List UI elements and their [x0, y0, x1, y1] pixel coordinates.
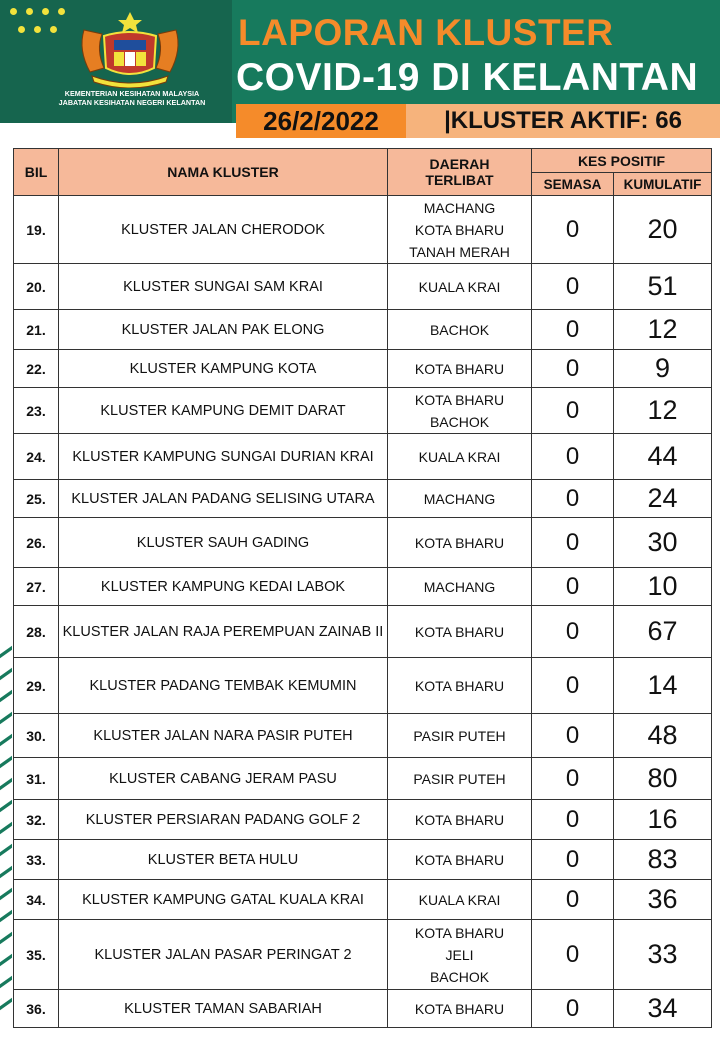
row-number: 35.	[14, 920, 59, 990]
cumulative-cases: 36	[614, 880, 712, 920]
table-row	[14, 758, 712, 800]
row-number: 27.	[14, 568, 59, 606]
current-cases: 0	[532, 310, 614, 350]
district-name: BACHOK	[429, 321, 490, 338]
cluster-name: KLUSTER KAMPUNG GATAL KUALA KRAI	[59, 880, 388, 920]
active-cluster-count: |KLUSTER AKTIF: 66	[406, 104, 720, 138]
current-cases: 0	[532, 658, 614, 714]
district-cell	[388, 434, 532, 480]
cluster-name: KLUSTER PERSIARAN PADANG GOLF 2	[59, 800, 388, 840]
current-cases: 0	[532, 518, 614, 568]
cluster-name: KLUSTER BETA HULU	[59, 840, 388, 880]
district-cell	[388, 606, 532, 658]
district-name: KOTA BHARU	[414, 1000, 505, 1017]
cluster-name: KLUSTER KAMPUNG DEMIT DARAT	[59, 388, 388, 434]
cluster-name: KLUSTER PADANG TEMBAK KEMUMIN	[59, 658, 388, 714]
cluster-name: KLUSTER KAMPUNG SUNGAI DURIAN KRAI	[59, 434, 388, 480]
current-cases: 0	[532, 758, 614, 800]
district-name: JELI	[445, 946, 474, 963]
cluster-name: KLUSTER JALAN NARA PASIR PUTEH	[59, 714, 388, 758]
table-body	[14, 196, 712, 1028]
row-number: 30.	[14, 714, 59, 758]
current-cases: 0	[532, 920, 614, 990]
title-line-1: LAPORAN KLUSTER	[238, 12, 614, 53]
district-name: KOTA BHARU	[414, 360, 505, 377]
cumulative-cases: 34	[614, 990, 712, 1028]
col-header-semasa: SEMASA	[532, 173, 614, 196]
table-row	[14, 920, 712, 990]
decorative-dots	[8, 6, 78, 42]
current-cases: 0	[532, 568, 614, 606]
table-row	[14, 434, 712, 480]
district-cell	[388, 196, 532, 264]
current-cases: 0	[532, 840, 614, 880]
cluster-name: KLUSTER JALAN PAK ELONG	[59, 310, 388, 350]
current-cases: 0	[532, 434, 614, 480]
table-row	[14, 350, 712, 388]
table-row	[14, 310, 712, 350]
district-name: KUALA KRAI	[418, 891, 501, 908]
row-number: 20.	[14, 264, 59, 310]
ministry-name	[32, 90, 232, 107]
district-cell	[388, 658, 532, 714]
district-cell	[388, 880, 532, 920]
current-cases: 0	[532, 800, 614, 840]
district-name: BACHOK	[429, 413, 490, 430]
row-number: 23.	[14, 388, 59, 434]
district-cell	[388, 518, 532, 568]
district-cell	[388, 840, 532, 880]
col-header-bil: BIL	[14, 149, 59, 196]
district-name: KOTA BHARU	[414, 534, 505, 551]
current-cases: 0	[532, 350, 614, 388]
district-name: KUALA KRAI	[418, 448, 501, 465]
district-name: KOTA BHARU	[414, 851, 505, 868]
col-header-daerah-line-2: TERLIBAT	[425, 172, 494, 188]
table-row	[14, 658, 712, 714]
row-number: 31.	[14, 758, 59, 800]
table-row	[14, 714, 712, 758]
district-name: KUALA KRAI	[418, 278, 501, 295]
current-cases: 0	[532, 606, 614, 658]
district-cell	[388, 714, 532, 758]
table-row	[14, 568, 712, 606]
cumulative-cases: 80	[614, 758, 712, 800]
cumulative-cases: 9	[614, 350, 712, 388]
district-name: PASIR PUTEH	[413, 727, 506, 744]
table-row	[14, 990, 712, 1028]
district-cell	[388, 920, 532, 990]
row-number: 22.	[14, 350, 59, 388]
current-cases: 0	[532, 388, 614, 434]
district-cell	[388, 800, 532, 840]
cumulative-cases: 67	[614, 606, 712, 658]
cluster-name: KLUSTER JALAN PASAR PERINGAT 2	[59, 920, 388, 990]
col-header-daerah	[388, 149, 532, 196]
district-cell	[388, 990, 532, 1028]
row-number: 26.	[14, 518, 59, 568]
district-cell	[388, 310, 532, 350]
district-cell	[388, 264, 532, 310]
cumulative-cases: 83	[614, 840, 712, 880]
district-cell	[388, 568, 532, 606]
table-row	[14, 480, 712, 518]
table-row	[14, 388, 712, 434]
cluster-name: KLUSTER CABANG JERAM PASU	[59, 758, 388, 800]
ministry-line-2: JABATAN KESIHATAN NEGERI KELANTAN	[58, 97, 206, 107]
district-cell	[388, 388, 532, 434]
table-header	[14, 149, 712, 196]
cumulative-cases: 48	[614, 714, 712, 758]
cumulative-cases: 44	[614, 434, 712, 480]
cumulative-cases: 30	[614, 518, 712, 568]
row-number: 25.	[14, 480, 59, 518]
cumulative-cases: 16	[614, 800, 712, 840]
report-date: 26/2/2022	[236, 104, 406, 138]
cumulative-cases: 12	[614, 310, 712, 350]
row-number: 36.	[14, 990, 59, 1028]
col-header-daerah-line-1: DAERAH	[429, 156, 490, 172]
district-cell	[388, 480, 532, 518]
district-name: MACHANG	[423, 490, 496, 507]
current-cases: 0	[532, 196, 614, 264]
cluster-table	[13, 148, 712, 1028]
district-name: BACHOK	[429, 968, 490, 985]
row-number: 33.	[14, 840, 59, 880]
district-name: KOTA BHARU	[414, 677, 505, 694]
table-row	[14, 518, 712, 568]
row-number: 19.	[14, 196, 59, 264]
current-cases: 0	[532, 990, 614, 1028]
ministry-line-1: KEMENTERIAN KESIHATAN MALAYSIA	[64, 89, 200, 98]
table-row	[14, 606, 712, 658]
malaysia-coat-of-arms-icon	[74, 10, 186, 88]
district-name: MACHANG	[423, 199, 496, 216]
row-number: 34.	[14, 880, 59, 920]
district-name: MACHANG	[423, 578, 496, 595]
cumulative-cases: 14	[614, 658, 712, 714]
district-name: KOTA BHARU	[414, 623, 505, 640]
cumulative-cases: 12	[614, 388, 712, 434]
district-name: KOTA BHARU	[414, 391, 505, 408]
current-cases: 0	[532, 480, 614, 518]
table-row	[14, 880, 712, 920]
cluster-name: KLUSTER KAMPUNG KOTA	[59, 350, 388, 388]
cluster-name: KLUSTER JALAN PADANG SELISING UTARA	[59, 480, 388, 518]
cluster-name: KLUSTER JALAN RAJA PEREMPUAN ZAINAB II	[59, 606, 388, 658]
row-number: 29.	[14, 658, 59, 714]
row-number: 24.	[14, 434, 59, 480]
cluster-name: KLUSTER TAMAN SABARIAH	[59, 990, 388, 1028]
cluster-name: KLUSTER KAMPUNG KEDAI LABOK	[59, 568, 388, 606]
row-number: 32.	[14, 800, 59, 840]
cluster-name: KLUSTER JALAN CHERODOK	[59, 196, 388, 264]
table-row	[14, 196, 712, 264]
title-line-2: COVID-19 DI KELANTAN	[236, 56, 699, 99]
cumulative-cases: 51	[614, 264, 712, 310]
report-header	[0, 0, 720, 150]
row-number: 21.	[14, 310, 59, 350]
district-cell	[388, 350, 532, 388]
district-name: TANAH MERAH	[409, 243, 510, 260]
table-row	[14, 264, 712, 310]
decorative-stripes	[0, 650, 12, 1040]
row-number: 28.	[14, 606, 59, 658]
col-header-kes-positif: KES POSITIF	[532, 149, 712, 173]
cumulative-cases: 24	[614, 480, 712, 518]
cumulative-cases: 33	[614, 920, 712, 990]
district-name: PASIR PUTEH	[413, 770, 506, 787]
cumulative-cases: 10	[614, 568, 712, 606]
cluster-name: KLUSTER SAUH GADING	[59, 518, 388, 568]
district-name: KOTA BHARU	[414, 924, 505, 941]
cumulative-cases: 20	[614, 196, 712, 264]
col-header-nama: NAMA KLUSTER	[59, 149, 388, 196]
current-cases: 0	[532, 264, 614, 310]
table-row	[14, 840, 712, 880]
district-name: KOTA BHARU	[414, 221, 505, 238]
current-cases: 0	[532, 880, 614, 920]
table-row	[14, 800, 712, 840]
district-cell	[388, 758, 532, 800]
district-name: KOTA BHARU	[414, 811, 505, 828]
cluster-name: KLUSTER SUNGAI SAM KRAI	[59, 264, 388, 310]
col-header-kumulatif: KUMULATIF	[614, 173, 712, 196]
current-cases: 0	[532, 714, 614, 758]
